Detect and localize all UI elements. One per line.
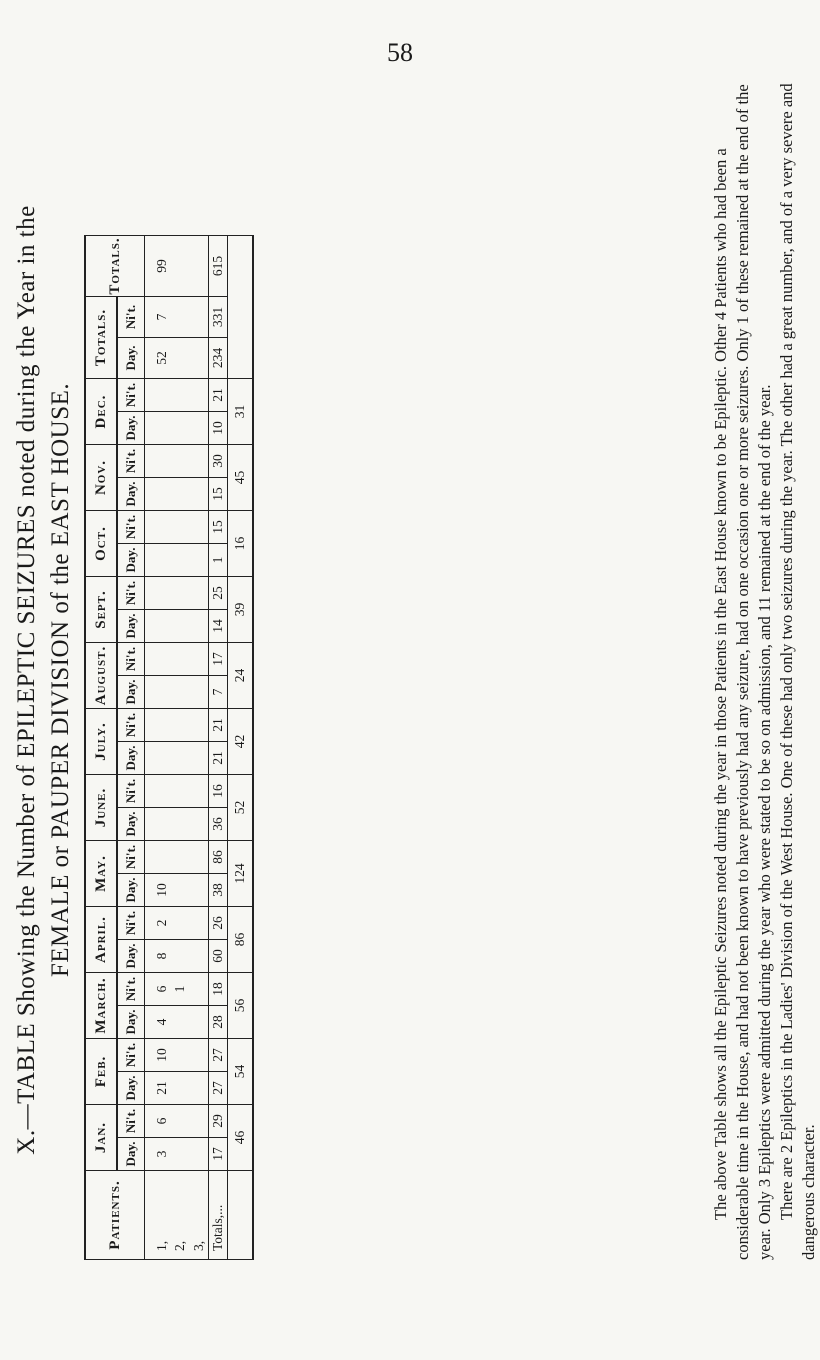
night-header: Ni't. bbox=[117, 907, 145, 940]
total-cell: 26 bbox=[208, 907, 227, 940]
total-cell: 18 bbox=[208, 973, 227, 1006]
day-header: Day. bbox=[117, 610, 145, 643]
table-cell bbox=[171, 676, 189, 709]
table-cell bbox=[190, 1105, 209, 1138]
night-header: Ni't. bbox=[117, 1039, 145, 1072]
night-header: Ni't. bbox=[117, 445, 145, 478]
day-header: Day. bbox=[117, 676, 145, 709]
seizure-table bbox=[84, 235, 254, 1260]
total-cell: 10 bbox=[208, 412, 227, 445]
table-cell bbox=[145, 742, 172, 775]
day-header: Day. bbox=[117, 1072, 145, 1105]
day-header: Day. bbox=[117, 1006, 145, 1039]
total-cell: 15 bbox=[208, 478, 227, 511]
table-cell: 8 bbox=[145, 940, 172, 973]
total-cell: 60 bbox=[208, 940, 227, 973]
table-cell bbox=[171, 643, 189, 676]
table-cell bbox=[145, 379, 172, 412]
table-cell bbox=[171, 1072, 189, 1105]
table-cell: 99 bbox=[145, 236, 172, 297]
total-cell: 27 bbox=[208, 1072, 227, 1105]
day-night-header-row bbox=[117, 236, 145, 1260]
night-header: Ni't. bbox=[117, 709, 145, 742]
table-cell bbox=[190, 1039, 209, 1072]
month-combined-total: 56 bbox=[228, 973, 254, 1039]
table-cell: 2 bbox=[145, 907, 172, 940]
total-cell: 21 bbox=[208, 709, 227, 742]
table-cell bbox=[171, 297, 189, 338]
table-cell bbox=[171, 236, 189, 297]
month-combined-total: 16 bbox=[228, 511, 254, 577]
day-header: Day. bbox=[117, 940, 145, 973]
month-header-mar: March. bbox=[85, 973, 117, 1039]
total-cell: 21 bbox=[208, 379, 227, 412]
month-combined-total: 45 bbox=[228, 445, 254, 511]
month-combined-total: 39 bbox=[228, 577, 254, 643]
footnote-2: There are 2 Epileptics in the Ladies' Division of the West House. One of these had only two seizures during the year. The other had a great number, and of a very severe and dangerous character. bbox=[777, 83, 818, 1260]
month-header-row bbox=[85, 236, 117, 1260]
total-cell: 7 bbox=[208, 676, 227, 709]
month-header-apr: April. bbox=[85, 907, 117, 973]
table-cell bbox=[171, 610, 189, 643]
night-header: Ni't. bbox=[117, 297, 145, 338]
footnotes bbox=[710, 80, 820, 1260]
table-cell bbox=[190, 874, 209, 907]
month-combined-total: 54 bbox=[228, 1039, 254, 1105]
patients-header: Patients. bbox=[85, 1171, 145, 1260]
day-header: Day. bbox=[117, 478, 145, 511]
title-line-1: X.—TABLE Showing the Number of EPILEPTIC SEIZURES noted during the Year in the bbox=[13, 205, 40, 1155]
month-header-jan: Jan. bbox=[85, 1105, 117, 1171]
table-cell bbox=[190, 610, 209, 643]
day-header: Day. bbox=[117, 544, 145, 577]
month-header-nov: Nov. bbox=[85, 445, 117, 511]
total-cell: 25 bbox=[208, 577, 227, 610]
month-header-aug: August. bbox=[85, 643, 117, 709]
table-cell: 6 bbox=[145, 1105, 172, 1138]
table-cell: 6 bbox=[145, 973, 172, 1006]
table-cell bbox=[190, 297, 209, 338]
table-cell bbox=[190, 775, 209, 808]
month-header-oct: Oct. bbox=[85, 511, 117, 577]
table-cell bbox=[190, 379, 209, 412]
table-cell bbox=[190, 1138, 209, 1171]
totals-row bbox=[208, 236, 227, 1260]
table-cell bbox=[190, 338, 209, 379]
table-cell bbox=[171, 511, 189, 544]
total-cell: 28 bbox=[208, 1006, 227, 1039]
month-header-may: May. bbox=[85, 841, 117, 907]
night-header: Ni't. bbox=[117, 775, 145, 808]
table-cell bbox=[171, 874, 189, 907]
total-cell: 17 bbox=[208, 643, 227, 676]
total-cell: 615 bbox=[208, 236, 227, 297]
total-cell: 38 bbox=[208, 874, 227, 907]
table-cell bbox=[171, 1138, 189, 1171]
patient-label: 1, bbox=[145, 1171, 172, 1260]
table-cell bbox=[171, 841, 189, 874]
table-cell bbox=[145, 577, 172, 610]
total-cell: 21 bbox=[208, 742, 227, 775]
table-cell bbox=[171, 775, 189, 808]
table-cell bbox=[190, 841, 209, 874]
night-header: Ni't. bbox=[117, 511, 145, 544]
table-cell bbox=[190, 808, 209, 841]
day-header: Day. bbox=[117, 412, 145, 445]
table-cell bbox=[171, 544, 189, 577]
table-cell bbox=[190, 907, 209, 940]
table-cell bbox=[190, 709, 209, 742]
month-combined-total: 24 bbox=[228, 643, 254, 709]
table-cell: 10 bbox=[145, 1039, 172, 1072]
patient-label: 2, bbox=[171, 1171, 189, 1260]
table-cell: 10 bbox=[145, 874, 172, 907]
table-cell bbox=[190, 577, 209, 610]
night-header: Ni't. bbox=[117, 1105, 145, 1138]
night-header: Ni't. bbox=[117, 643, 145, 676]
patient-label: 3, bbox=[190, 1171, 209, 1260]
table-title bbox=[10, 0, 78, 1360]
month-combined-total: 86 bbox=[228, 907, 254, 973]
day-header: Day. bbox=[117, 1138, 145, 1171]
table-cell bbox=[145, 841, 172, 874]
title-line-2: FEMALE or PAUPER DIVISION of the EAST HOUSE. bbox=[47, 382, 74, 978]
table-cell bbox=[145, 676, 172, 709]
day-header: Day. bbox=[117, 338, 145, 379]
table-cell bbox=[171, 379, 189, 412]
table-cell bbox=[190, 676, 209, 709]
table-cell bbox=[145, 511, 172, 544]
table-cell bbox=[190, 742, 209, 775]
month-header-sep: Sept. bbox=[85, 577, 117, 643]
month-combined-total: 124 bbox=[228, 841, 254, 907]
table-cell: 4 bbox=[145, 1006, 172, 1039]
table-cell bbox=[190, 445, 209, 478]
table-cell bbox=[171, 940, 189, 973]
combined-tail-cell bbox=[228, 236, 254, 379]
table-cell bbox=[190, 478, 209, 511]
table-cell bbox=[145, 643, 172, 676]
table-cell bbox=[190, 412, 209, 445]
table-cell bbox=[171, 808, 189, 841]
footnote-1: The above Table shows all the Epileptic Seizures noted during the year in those Patients in the East House known to be Epileptic. Other 4 Patients who had been a considerable time in the House, and had not been known to have previously had any seizure, had on one occasion one or more seizures. Only 1 of these remained at the end of the year. Only 3 Epileptics were admitted during the year who were stated to be so on admission, and 11 remained at the end of the year. bbox=[711, 84, 774, 1260]
table-cell bbox=[190, 511, 209, 544]
table-cell bbox=[171, 412, 189, 445]
table-cell bbox=[190, 1006, 209, 1039]
total-cell: 331 bbox=[208, 297, 227, 338]
table-row bbox=[190, 236, 209, 1260]
table-cell bbox=[171, 1039, 189, 1072]
total-cell: 30 bbox=[208, 445, 227, 478]
total-cell: 15 bbox=[208, 511, 227, 544]
total-cell: 14 bbox=[208, 610, 227, 643]
total-cell: 36 bbox=[208, 808, 227, 841]
totals-label: Totals,... bbox=[208, 1171, 227, 1260]
table-cell bbox=[171, 577, 189, 610]
combined-month-totals-row bbox=[228, 236, 254, 1260]
table-cell bbox=[145, 478, 172, 511]
table-cell bbox=[171, 1006, 189, 1039]
day-header: Day. bbox=[117, 808, 145, 841]
month-combined-total: 31 bbox=[228, 379, 254, 445]
combined-label-cell bbox=[228, 1171, 254, 1260]
table-cell bbox=[190, 643, 209, 676]
table-cell: 21 bbox=[145, 1072, 172, 1105]
table-cell: 3 bbox=[145, 1138, 172, 1171]
total-cell: 17 bbox=[208, 1138, 227, 1171]
month-header-jul: July. bbox=[85, 709, 117, 775]
table-cell: 52 bbox=[145, 338, 172, 379]
month-combined-total: 42 bbox=[228, 709, 254, 775]
day-header: Day. bbox=[117, 874, 145, 907]
table-row bbox=[145, 236, 172, 1260]
night-header: Ni't. bbox=[117, 577, 145, 610]
totals-header: Totals. bbox=[85, 297, 117, 379]
month-combined-total: 46 bbox=[228, 1105, 254, 1171]
table-cell bbox=[145, 412, 172, 445]
table-cell bbox=[190, 236, 209, 297]
table-cell bbox=[190, 940, 209, 973]
month-combined-total: 52 bbox=[228, 775, 254, 841]
table-cell bbox=[171, 709, 189, 742]
table-cell bbox=[171, 907, 189, 940]
table-cell bbox=[145, 445, 172, 478]
night-header: Ni't. bbox=[117, 973, 145, 1006]
table-cell bbox=[190, 973, 209, 1006]
total-cell: 16 bbox=[208, 775, 227, 808]
table-cell bbox=[145, 709, 172, 742]
table-cell bbox=[145, 775, 172, 808]
table-cell bbox=[171, 1105, 189, 1138]
table-row bbox=[171, 236, 189, 1260]
month-header-feb: Feb. bbox=[85, 1039, 117, 1105]
month-header-dec: Dec. bbox=[85, 379, 117, 445]
total-cell: 1 bbox=[208, 544, 227, 577]
table-cell bbox=[145, 808, 172, 841]
total-cell: 29 bbox=[208, 1105, 227, 1138]
month-header-jun: June. bbox=[85, 775, 117, 841]
table-cell bbox=[171, 478, 189, 511]
table-cell bbox=[145, 544, 172, 577]
table-cell bbox=[171, 338, 189, 379]
page-number: 58 bbox=[387, 38, 413, 67]
day-header: Day. bbox=[117, 742, 145, 775]
total-cell: 86 bbox=[208, 841, 227, 874]
night-header: Ni't. bbox=[117, 841, 145, 874]
table-body bbox=[145, 236, 254, 1260]
table-cell: 7 bbox=[145, 297, 172, 338]
grand-totals-header: Totals. bbox=[85, 236, 145, 297]
total-cell: 27 bbox=[208, 1039, 227, 1072]
table-cell bbox=[145, 610, 172, 643]
table-cell: 1 bbox=[171, 973, 189, 1006]
table-cell bbox=[190, 1072, 209, 1105]
night-header: Ni't. bbox=[117, 379, 145, 412]
table-cell bbox=[190, 544, 209, 577]
table-cell bbox=[171, 742, 189, 775]
table-cell bbox=[171, 445, 189, 478]
total-cell: 234 bbox=[208, 338, 227, 379]
